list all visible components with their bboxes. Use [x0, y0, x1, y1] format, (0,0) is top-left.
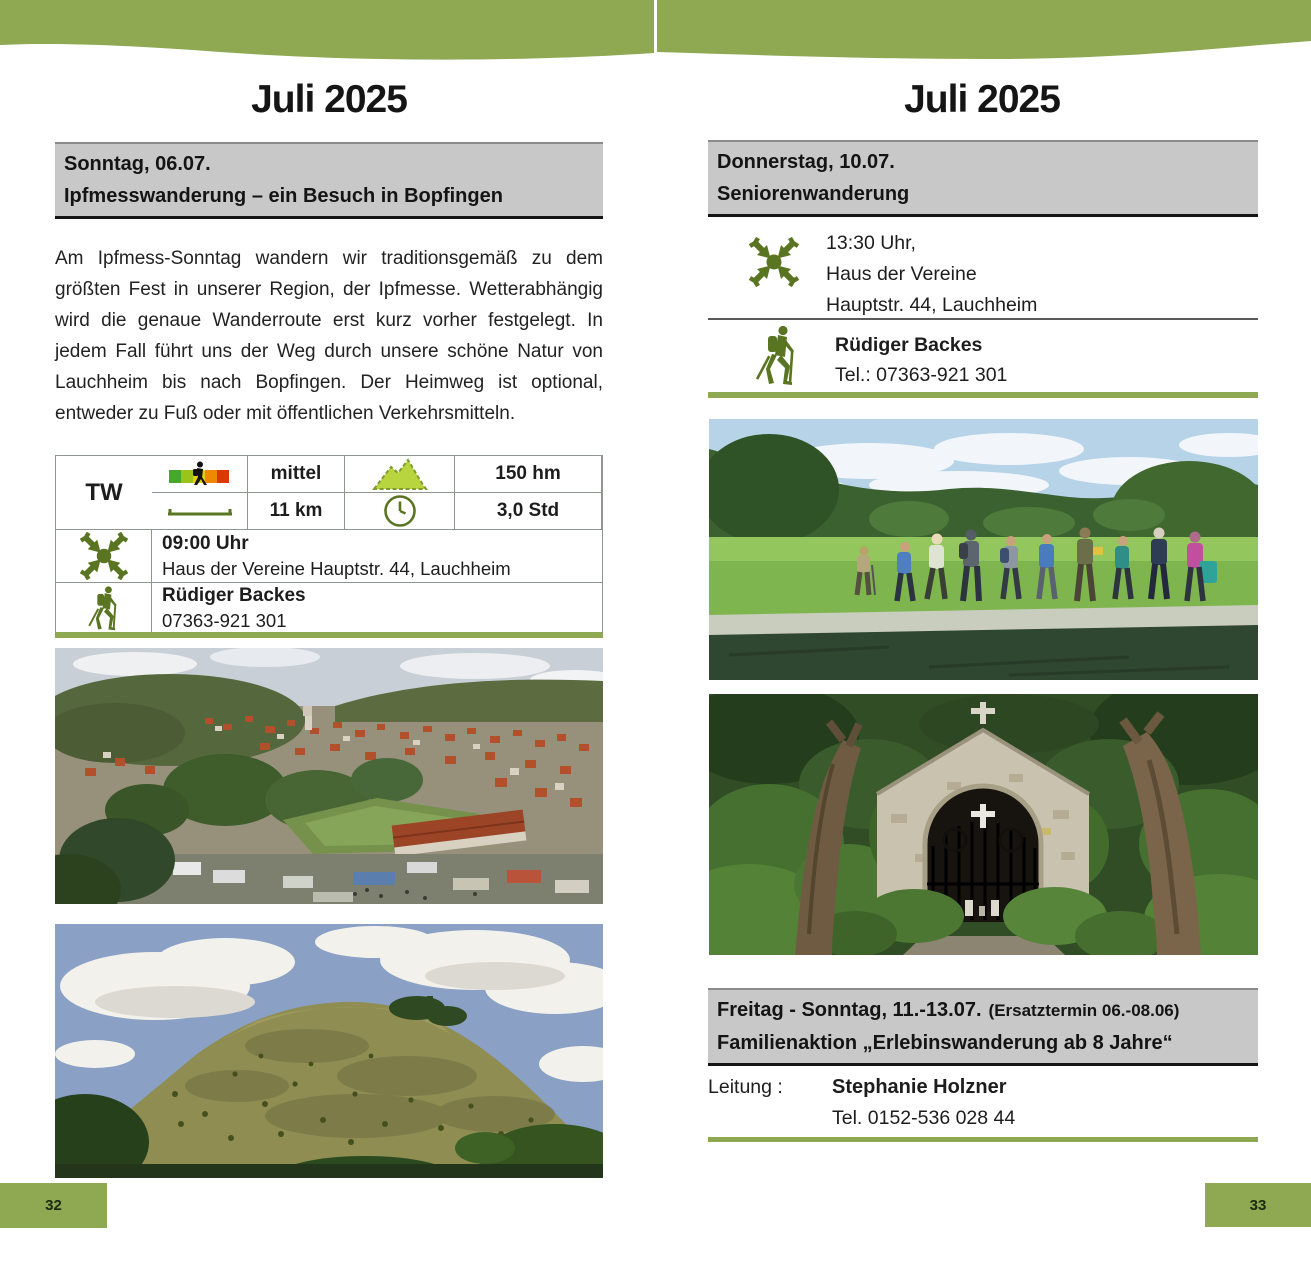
event-date: Sonntag, 06.07.	[64, 153, 211, 175]
divider	[708, 318, 1258, 320]
start-place: Haus der Vereine Hauptstr. 44, Lauchheim	[162, 558, 511, 579]
leader-name: Rüdiger Backes	[835, 334, 983, 356]
event-date: Donnerstag, 10.07.	[717, 151, 895, 173]
event-title: Ipfmesswanderung – ein Besuch in Bopfingen	[64, 185, 503, 207]
leader-info	[835, 330, 1007, 390]
leader-name: Rüdiger Backes	[162, 585, 306, 606]
page-number-right: 33	[1205, 1183, 1311, 1227]
header-banner-left	[0, 0, 654, 64]
green-divider-bar	[708, 392, 1258, 398]
event-date: Freitag - Sonntag, 11.-13.07. (Ersatztermin 06.-08.06)	[717, 999, 1180, 1021]
photo-hiking-group	[709, 419, 1258, 680]
event-header	[55, 142, 603, 219]
page-title: Juli 2025	[904, 78, 1060, 121]
event-description: Am Ipfmess-Sonntag wandern wir traditionsgemäß zu dem größten Fest in unserer Region, der Ipfmesse. Wetterabhängig wird die genaue Wanderroute erst kurz vorher festgelegt. In jedem Fall führt uns der Weg durch unsere schöne Natur von Lauchheim bis nach Bopfingen. Der Heimweg ist optional, entweder zu Fuß oder mit öffentlichen Verkehrsmitteln.	[55, 248, 603, 424]
page-title: Juli 2025	[251, 78, 407, 121]
category-value: TW	[56, 456, 152, 530]
leitung-label: Leitung :	[708, 1076, 783, 1098]
meeting-info	[152, 530, 602, 583]
event-meeting-block	[708, 220, 1258, 398]
difficulty-icon	[152, 456, 248, 493]
event-leitung-block	[708, 1072, 1258, 1134]
green-divider-bar	[708, 1137, 1258, 1142]
distance-icon	[152, 493, 248, 530]
page-number-left: 32	[0, 1183, 107, 1228]
leader-phone: Tel.: 07363-921 301	[835, 364, 1008, 386]
start-time: 09:00 Uhr	[162, 533, 249, 554]
photo-bopfingen-aerial	[55, 648, 603, 904]
distance-value: 11 km	[248, 493, 345, 530]
leader-info	[152, 583, 602, 633]
leader-phone: Tel. 0152-536 028 44	[832, 1107, 1016, 1129]
duration-value: 3,0 Std	[455, 493, 602, 530]
meeting-info: 13:30 Uhr, Haus der Vereine Hauptstr. 44, Lauchheim	[826, 232, 1038, 316]
leader-phone: 07363-921 301	[162, 610, 287, 631]
meeting-point-icon	[56, 530, 152, 583]
header-banner-right	[657, 0, 1311, 64]
photo-forest-chapel	[709, 694, 1258, 955]
event-header	[708, 988, 1258, 1066]
event-header	[708, 140, 1258, 217]
event-date-note: (Ersatztermin 06.-08.06)	[988, 1001, 1180, 1020]
elevation-value: 150 hm	[455, 456, 602, 493]
clock-icon	[345, 493, 455, 530]
event-title: Seniorenwanderung	[717, 183, 910, 205]
hike-leader-icon	[56, 583, 152, 633]
leader-name: Stephanie Holzner	[832, 1076, 1007, 1098]
difficulty-value: mittel	[248, 456, 345, 493]
meeting-point-icon	[748, 236, 800, 288]
photo-ipf-hill	[55, 924, 603, 1178]
event-title: Familienaktion „Erlebinswanderung ab 8 Jahre“	[717, 1032, 1173, 1054]
event-info-table	[55, 455, 603, 638]
mountain-icon	[345, 456, 455, 493]
hike-leader-icon	[754, 324, 800, 386]
